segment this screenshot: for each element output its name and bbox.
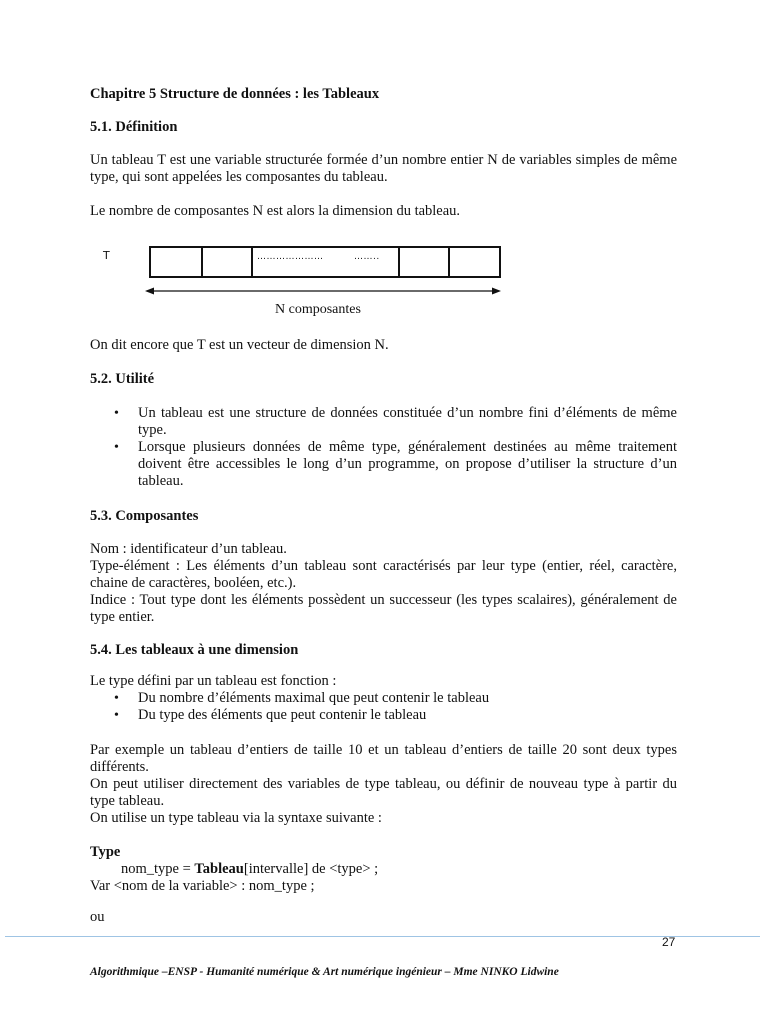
- vector-paragraph: On dit encore que T est un vecteur de dimension N.: [90, 337, 389, 353]
- definition-paragraph: Un tableau T est une variable structurée formée d’un nombre entier N de variables simples de même type, qui sont appelées les composantes du tableau.: [90, 152, 677, 185]
- section-5-1-heading: 5.1. Définition: [90, 119, 178, 135]
- array-label: T: [103, 249, 110, 262]
- or-text: ou: [90, 909, 105, 925]
- list-item: • Un tableau est une structure de données constituée d’un nombre fini d’éléments de même type.: [138, 405, 677, 439]
- indice-definition: Indice : Tout type dont les éléments possèdent un successeur (les types scalaires), généralement de type entier.: [90, 592, 677, 625]
- section-5-4-heading: 5.4. Les tableaux à une dimension: [90, 642, 299, 658]
- usage-paragraph: On peut utiliser directement des variables de type tableau, ou définir de nouveau type à partir du type tableau.: [90, 776, 677, 809]
- page-number: 27: [662, 935, 676, 949]
- section-5-3-heading: 5.3. Composantes: [90, 508, 199, 524]
- list-item: • Lorsque plusieurs données de même type, généralement destinées au même traitement doivent être accessibles le long d’un programme, on propose d’utiliser la structure d’un tableau.: [138, 439, 677, 490]
- code-text: nom_type =: [121, 861, 195, 877]
- footer-text: Algorithmique –ENSP - Humanité numérique & Art numérique ingénieur – Mme NINKO Lidwine: [90, 966, 559, 978]
- array-diagram: [149, 246, 501, 278]
- code-text: [intervalle] de <type> ;: [243, 861, 379, 877]
- array-cell: [450, 248, 501, 276]
- code-line-var: Var <nom de la variable> : nom_type ;: [90, 878, 315, 894]
- type-intro: Le type défini par un tableau est fonction :: [90, 673, 337, 689]
- section-5-2-heading: 5.2. Utilité: [90, 371, 155, 387]
- nom-definition: Nom : identificateur d’un tableau.: [90, 541, 287, 557]
- array-cell: [203, 248, 253, 276]
- type-factors-list: [138, 690, 677, 724]
- array-cell: [400, 248, 450, 276]
- ellipsis-dots: ……..: [354, 252, 380, 262]
- utility-list: [138, 405, 677, 490]
- double-arrow-icon: [143, 284, 503, 298]
- array-cell: [151, 248, 203, 276]
- dimension-paragraph: Le nombre de composantes N est alors la dimension du tableau.: [90, 203, 461, 219]
- footer-divider: [5, 936, 760, 937]
- n-composantes-label: N composantes: [275, 302, 361, 317]
- type-element-definition: Type-élément : Les éléments d’un tableau sont caractérisés par leur type (entier, réel, caractère, chaine de caractères, booléen, etc.).: [90, 558, 677, 591]
- syntax-intro: On utilise un type tableau via la syntaxe suivante :: [90, 810, 382, 826]
- chapter-title: Chapitre 5 Structure de données : les Tableaux: [90, 86, 380, 102]
- code-keyword-type: Type: [90, 844, 121, 860]
- example-paragraph: Par exemple un tableau d’entiers de taille 10 et un tableau d’entiers de taille 20 sont deux types différents.: [90, 742, 677, 775]
- array-cell-ellipsis: [253, 248, 400, 276]
- ellipsis-dots: …………………: [257, 252, 324, 262]
- code-line-type-def: [90, 861, 708, 878]
- code-keyword-tableau: Tableau: [194, 861, 244, 877]
- list-item: • Du nombre d’éléments maximal que peut contenir le tableau: [138, 690, 677, 707]
- list-item: • Du type des éléments que peut contenir le tableau: [138, 707, 677, 724]
